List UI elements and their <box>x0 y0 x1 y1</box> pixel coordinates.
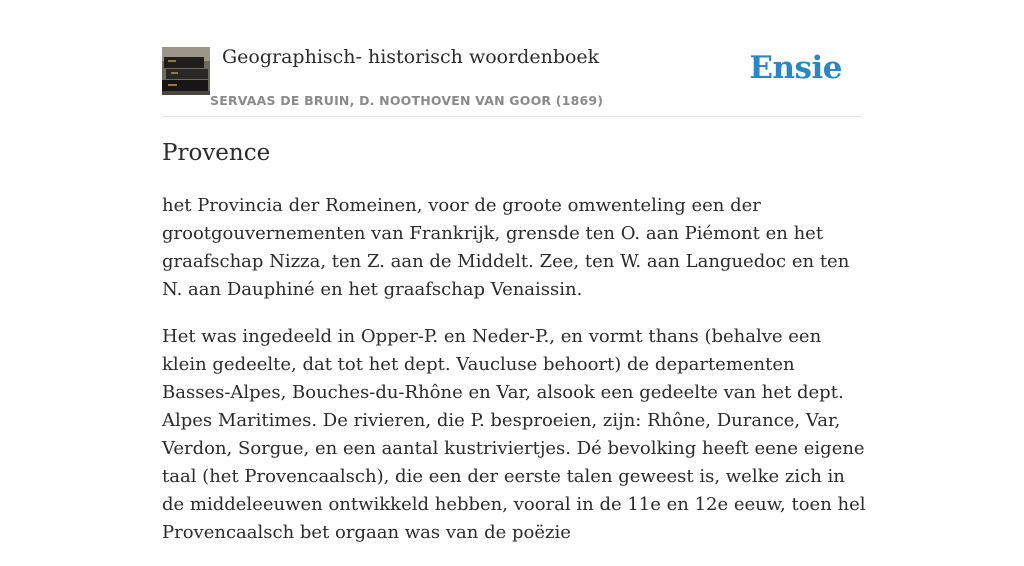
book-cover-avatar[interactable] <box>162 47 210 95</box>
book-authors-year: SERVAAS DE BRUIN, D. NOOTHOVEN VAN GOOR (1869) <box>210 93 604 108</box>
entry-paragraph: het Provincia der Romeinen, voor de groote omwenteling een der grootgouvernementen van Frankrijk, grensde ten O. aan Piémont en het graafschap Nizza, ten Z. aan de Middelt. Zee, ten W. aan Languedoc en ten N. aan Dauphiné en het graafschap Venaissin. <box>162 195 850 300</box>
entry-paragraph: Het was ingedeeld in Opper-P. en Neder-P., en vormt thans (behalve een klein gedeelte, dat tot het dept. Vaucluse behoort) de departementen Basses-Alpes, Bouches-du-Rhône en Var, alsook een gedeelte van het dept. Alpes Maritimes. De rivieren, die P. besproeien, zijn: Rhône, Durance, Var, Verdon, Sorgue, en een aantal kustriviertjes. Dé bevolking heeft eene eigene taal (het Provencaalsch), die een der eerste talen geweest is, welke zich in de middeleeuwen ontwikkeld hebben, vooral in de 11e en 12e eeuw, toen hel Provencaalsch bet orgaan was van de poëzie <box>162 326 866 543</box>
entry-title: Provence <box>162 140 271 166</box>
book-title[interactable]: Geographisch- historisch woordenboek <box>222 46 600 68</box>
ensie-logo[interactable]: Ensie <box>749 50 842 86</box>
book-spines-image <box>162 47 210 95</box>
entry-content <box>162 192 866 566</box>
book-header <box>162 46 862 117</box>
